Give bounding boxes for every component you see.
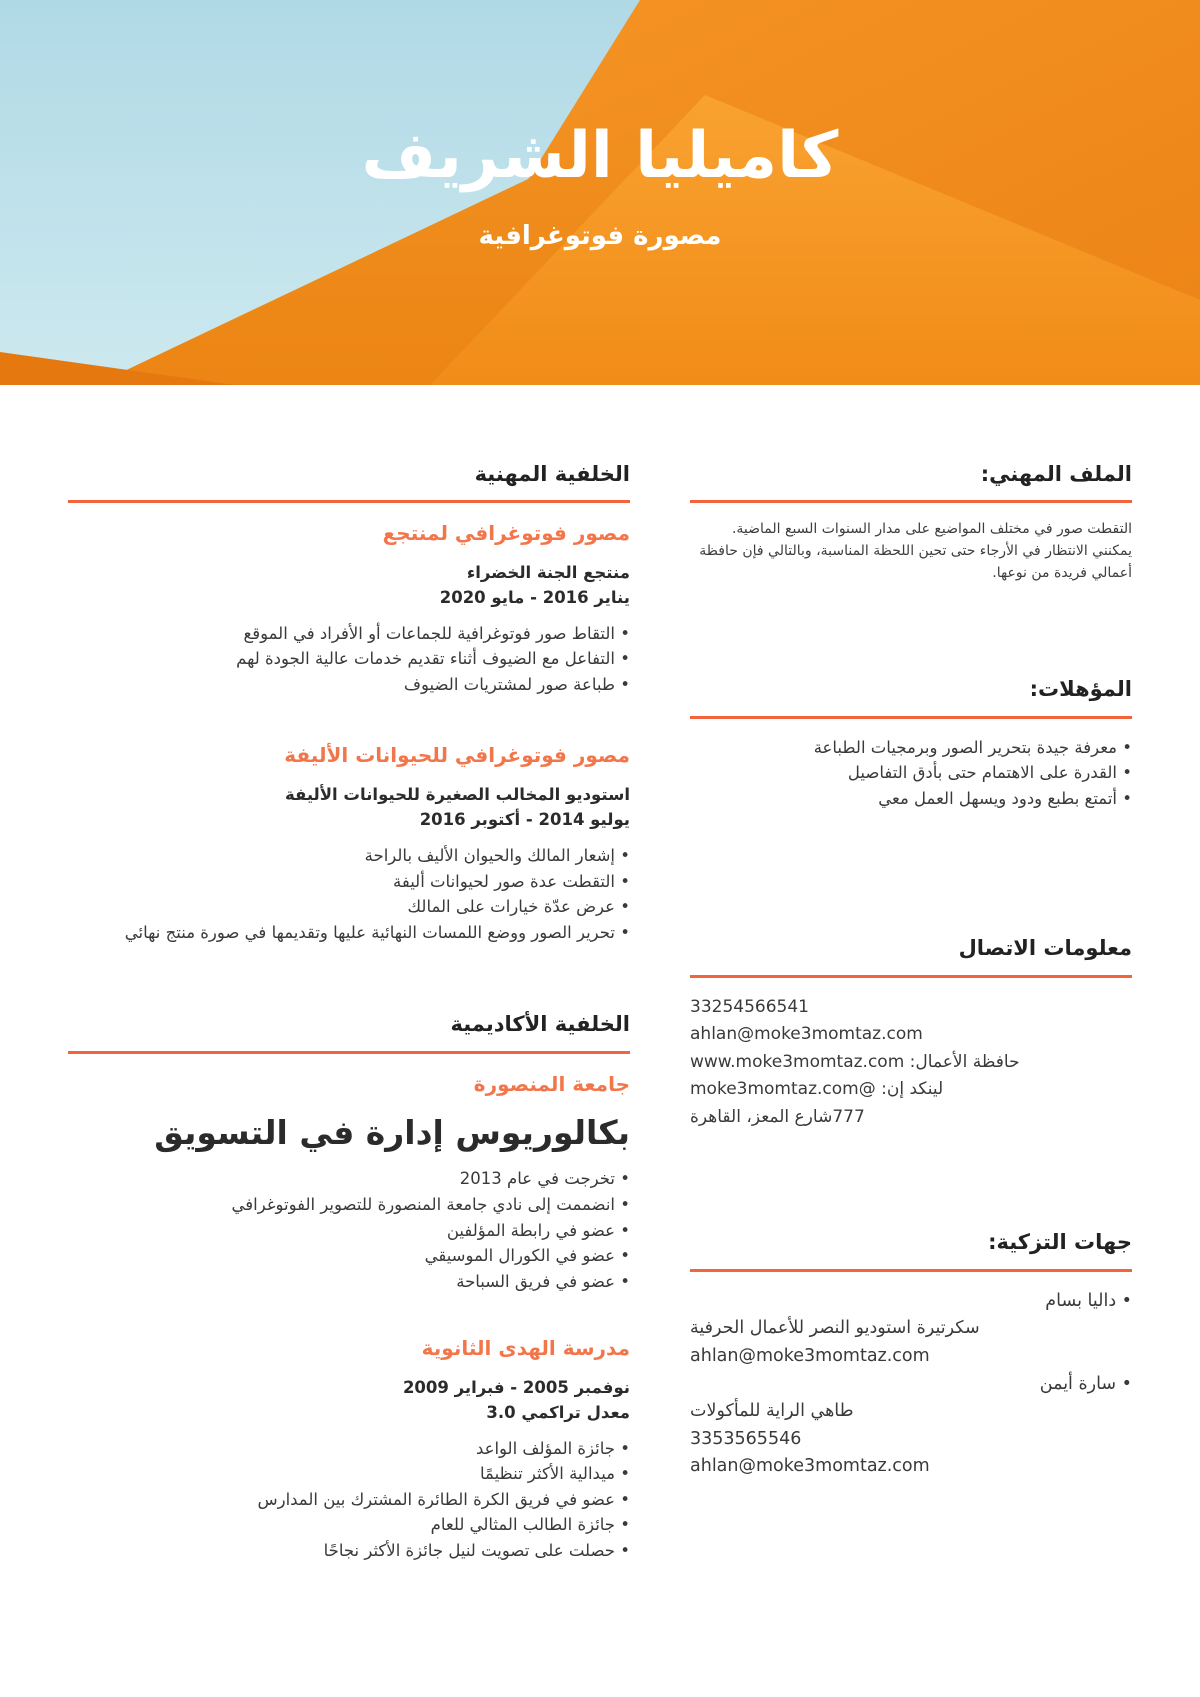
list-item: • عضو في رابطة المؤلفين: [68, 1218, 630, 1244]
accent-divider: [690, 716, 1132, 719]
job-org-dates: [68, 561, 630, 611]
section-references: [690, 1229, 1132, 1481]
professional-background-heading: الخلفية المهنية: [474, 462, 630, 486]
job-title: مصور فوتوغرافي للحيوانات الأليفة: [284, 743, 630, 768]
list-item: • انضممت إلى نادي جامعة المنصورة للتصوير الفوتوغرافي: [68, 1192, 630, 1218]
list-item: • التفاعل مع الضيوف أثناء تقديم خدمات عالية الجودة لهم: [68, 646, 630, 672]
email-address: ahlan@moke3momtaz.com: [690, 1024, 923, 1045]
school-dates: نوفمبر 2005 - فبراير 2009: [402, 1378, 630, 1398]
section-professional-background: [68, 461, 630, 945]
list-item: • عضو في فريق الكرة الطائرة المشترك بين المدارس: [68, 1487, 630, 1513]
list-item: • جائزة المؤلف الواعد: [68, 1436, 630, 1462]
list-item: • تحرير الصور ووضع اللمسات النهائية عليها وتقديمها في صورة منتج نهائي: [68, 920, 630, 946]
school-name: مدرسة الهدى الثانوية: [421, 1336, 630, 1361]
section-academic-background: [68, 1011, 630, 1563]
reference-phone: 3353565546: [690, 1428, 802, 1449]
job-duties-list: [68, 843, 630, 945]
academic-background-heading: الخلفية الأكاديمية: [450, 1012, 630, 1037]
job-dates: يوليو 2014 - أكتوبر 2016: [419, 810, 630, 830]
job-organization: استوديو المخالب الصغيرة للحيوانات الأليفة: [284, 785, 630, 805]
section-qualifications: [690, 676, 1132, 811]
job-duties-list: [68, 621, 630, 698]
job-entry: [68, 741, 630, 945]
qualifications-heading: المؤهلات:: [1029, 677, 1132, 702]
school-entry: [68, 1070, 630, 1295]
job-entry: [68, 519, 630, 697]
contact-heading: معلومات الاتصال: [958, 936, 1132, 961]
accent-divider: [690, 975, 1132, 978]
reference-email: ahlan@moke3momtaz.com: [690, 1456, 930, 1477]
accent-divider: [68, 1051, 630, 1054]
reference-name: • سارة أيمن: [690, 1371, 1132, 1399]
portfolio-website: حافظة الأعمال: www.moke3momtaz.com: [690, 1051, 1020, 1072]
school-entry: [68, 1334, 630, 1563]
list-item: • معرفة جيدة بتحرير الصور وبرمجيات الطباعة: [690, 735, 1132, 761]
contact-lines: [690, 994, 1132, 1132]
job-org-dates: [68, 783, 630, 833]
list-item: • عرض عدّة خيارات على المالك: [68, 894, 630, 920]
reference-role: طاهي الراية للمأكولات: [690, 1401, 854, 1422]
accent-divider: [690, 500, 1132, 503]
references-heading: جهات التزكية:: [988, 1230, 1132, 1255]
list-item: • التقاط صور فوتوغرافية للجماعات أو الأفراد في الموقع: [68, 621, 630, 647]
list-item: • القدرة على الاهتمام حتى بأدق التفاصيل: [690, 760, 1132, 786]
list-item: • إشعار المالك والحيوان الأليف بالراحة: [68, 843, 630, 869]
school-dates-gpa: [68, 1376, 630, 1426]
section-contact-info: [690, 935, 1132, 1131]
main-column: [68, 461, 630, 1564]
job-dates: يناير 2016 - مايو 2020: [439, 588, 630, 608]
school-gpa: معدل تراكمي 3.0: [486, 1402, 630, 1422]
list-item: • جائزة الطالب المثالي للعام: [68, 1512, 630, 1538]
accent-divider: [68, 500, 630, 503]
school-name: جامعة المنصورة: [473, 1071, 630, 1096]
reference-name: • داليا بسام: [690, 1288, 1132, 1316]
degree-title: بكالوريوس إدارة في التسويق: [154, 1112, 630, 1152]
list-item: • ميدالية الأكثر تنظيمًا: [68, 1461, 630, 1487]
list-item: • عضو في الكورال الموسيقي: [68, 1243, 630, 1269]
reference-role: سكرتيرة استوديو النصر للأعمال الحرفية: [690, 1318, 980, 1339]
list-item: • تخرجت في عام 2013: [68, 1166, 630, 1192]
linkedin-handle: لينكد إن: @moke3momtaz.com: [690, 1079, 944, 1100]
phone-number: 33254566541: [690, 996, 809, 1017]
person-role-subtitle: مصورة فوتوغرافية: [478, 220, 722, 251]
reference-entry: [690, 1288, 1132, 1371]
job-organization: منتجع الجنة الخضراء: [466, 563, 630, 583]
section-professional-profile: [690, 461, 1132, 584]
accent-divider: [690, 1269, 1132, 1272]
profile-heading: الملف المهني:: [980, 462, 1132, 486]
list-item: • حصلت على تصويت لنيل جائزة الأكثر نجاحًا: [68, 1538, 630, 1564]
list-item: • عضو في فريق السباحة: [68, 1269, 630, 1295]
school-achievements-list: [68, 1436, 630, 1564]
resume-body: [0, 385, 1200, 1564]
school-achievements-list: [68, 1166, 630, 1294]
reference-entry: [690, 1371, 1132, 1482]
side-column: [690, 461, 1132, 1564]
person-name: كاميليا الشريف: [361, 119, 839, 193]
hero-banner: [0, 0, 1200, 385]
list-item: • طباعة صور لمشتريات الضيوف: [68, 672, 630, 698]
qualifications-list: [690, 735, 1132, 812]
list-item: • التقطت عدة صور لحيوانات أليفة: [68, 869, 630, 895]
profile-summary: التقطت صور في مختلف المواضيع على مدار السنوات السبع الماضية. يمكنني الانتظار في الأرجاء حتى تحين اللحظة المناسبة، وبالتالي فإن حافظة أعمالي فريدة من نوعها.: [699, 521, 1132, 581]
job-title: مصور فوتوغرافي لمنتجع: [382, 521, 630, 546]
reference-email: ahlan@moke3momtaz.com: [690, 1345, 930, 1366]
street-address: 777شارع المعز، القاهرة: [690, 1106, 865, 1127]
list-item: • أتمتع بطبع ودود ويسهل العمل معي: [690, 786, 1132, 812]
